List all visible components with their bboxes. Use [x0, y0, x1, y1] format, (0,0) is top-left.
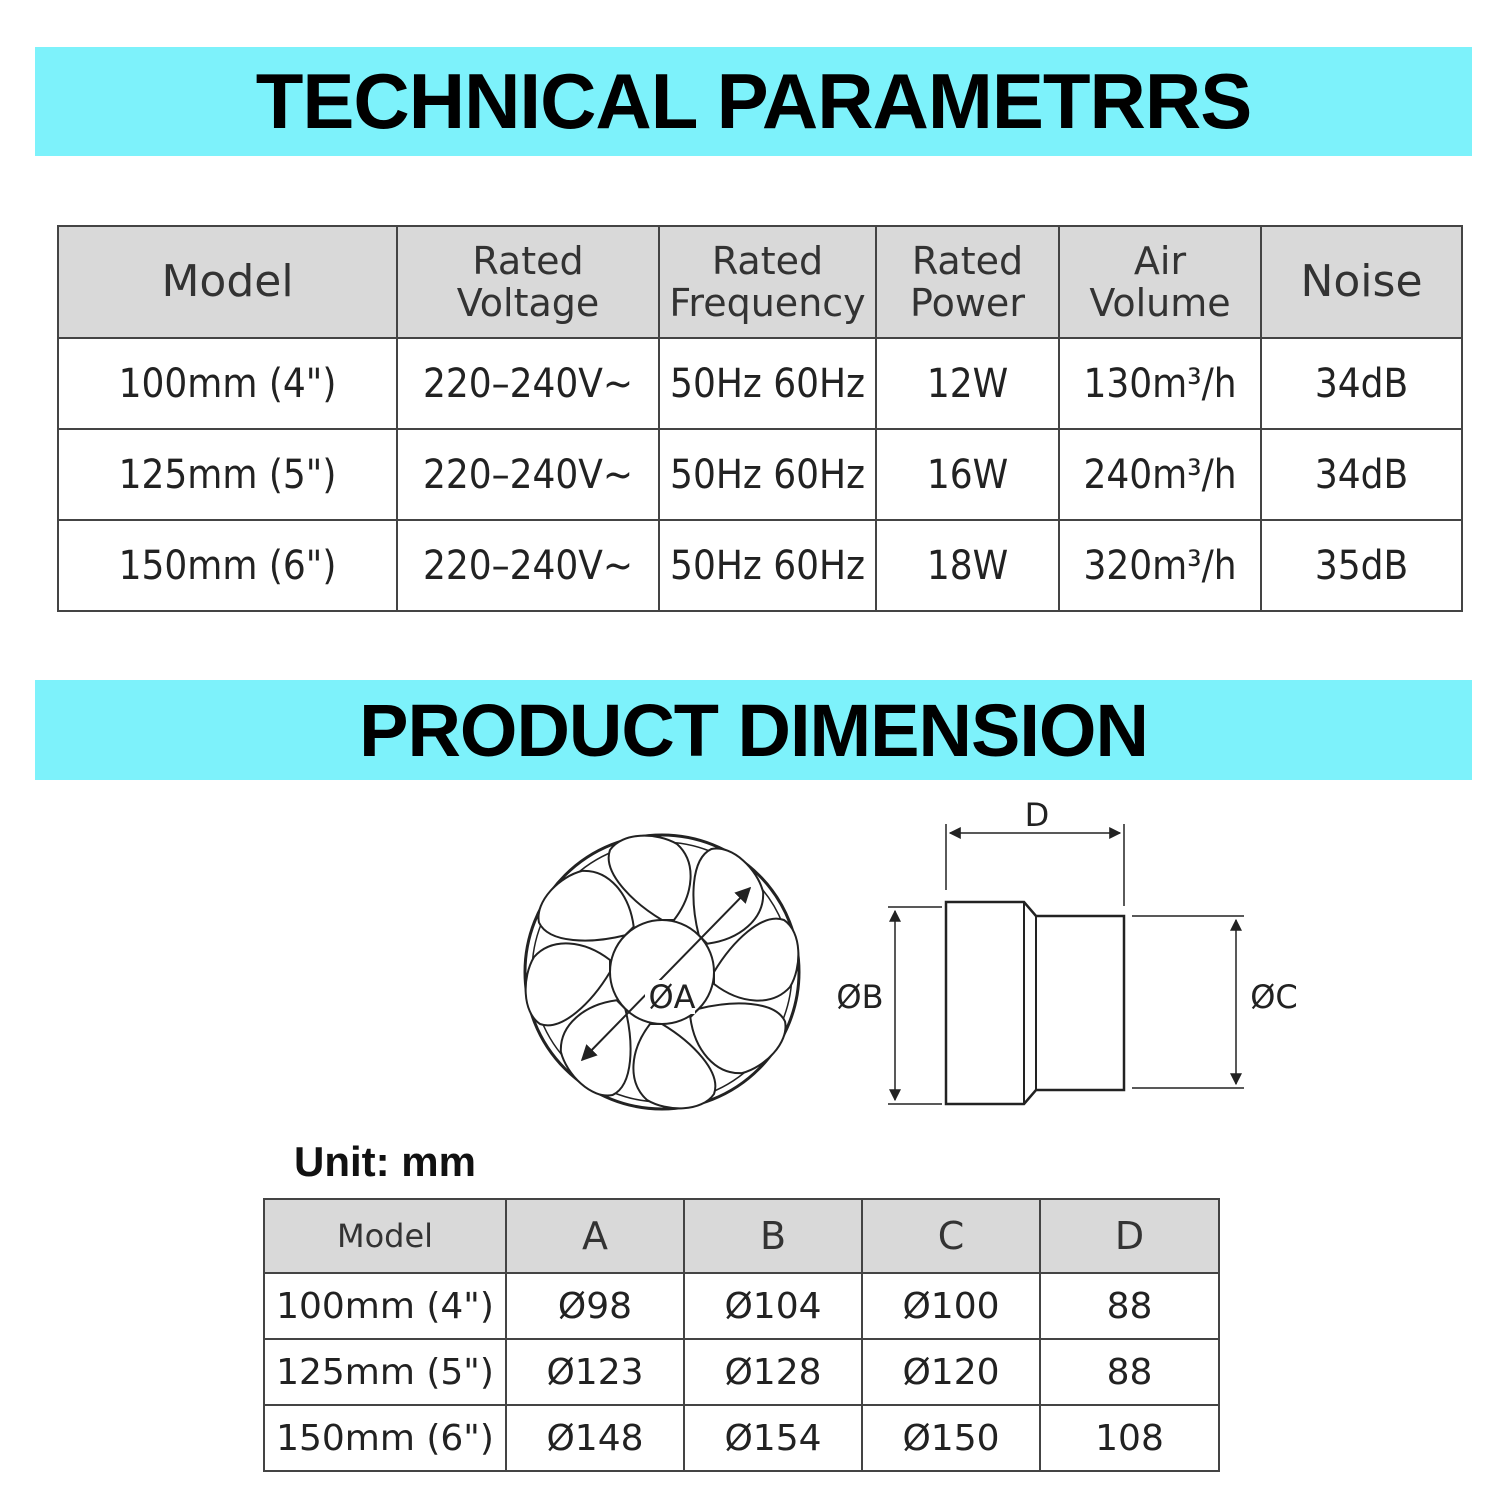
cell-c: Ø100 [862, 1273, 1040, 1339]
cell-a: Ø98 [506, 1273, 684, 1339]
cell-model: 150mm (6") [264, 1405, 506, 1471]
table-header-row [58, 226, 1462, 338]
cell-voltage: 220–240V~ [397, 520, 659, 611]
fan-side-view [836, 796, 1297, 1104]
cell-frequency: 50Hz 60Hz [659, 520, 876, 611]
cell-model: 125mm (5") [264, 1339, 506, 1405]
product-dimension-title: PRODUCT DIMENSION [359, 688, 1148, 772]
table-row [264, 1405, 1219, 1471]
header-rated-voltage: Rated Voltage [397, 226, 659, 338]
product-dimension-banner [35, 680, 1472, 780]
cell-power: 16W [876, 429, 1059, 520]
header-rated-frequency: Rated Frequency [659, 226, 876, 338]
cell-noise: 34dB [1261, 429, 1462, 520]
cell-model: 150mm (6") [58, 520, 397, 611]
technical-parameters-banner [35, 47, 1472, 156]
cell-a: Ø123 [506, 1339, 684, 1405]
diagram-label-a: ØA [648, 978, 696, 1016]
cell-model: 125mm (5") [58, 429, 397, 520]
cell-voltage: 220–240V~ [397, 429, 659, 520]
cell-power: 18W [876, 520, 1059, 611]
diagram-label-c: ØC [1250, 978, 1298, 1016]
header-rated-power: Rated Power [876, 226, 1059, 338]
header-model: Model [264, 1199, 506, 1273]
table-row [264, 1339, 1219, 1405]
cell-power: 12W [876, 338, 1059, 429]
header-model: Model [58, 226, 397, 338]
dimension-table [263, 1198, 1220, 1472]
table-row [58, 429, 1462, 520]
header-c: C [862, 1199, 1040, 1273]
cell-noise: 34dB [1261, 338, 1462, 429]
header-noise: Noise [1261, 226, 1462, 338]
header-b: B [684, 1199, 862, 1273]
cell-voltage: 220–240V~ [397, 338, 659, 429]
header-a: A [506, 1199, 684, 1273]
cell-d: 108 [1040, 1405, 1219, 1471]
cell-model: 100mm (4") [264, 1273, 506, 1339]
table-row [58, 338, 1462, 429]
technical-parameters-title: TECHNICAL PARAMETRRS [255, 57, 1252, 145]
table-header-row [264, 1199, 1219, 1273]
cell-air-volume: 240m³/h [1059, 429, 1261, 520]
cell-model: 100mm (4") [58, 338, 397, 429]
table-row [58, 520, 1462, 611]
header-d: D [1040, 1199, 1219, 1273]
unit-label: Unit: mm [294, 1138, 476, 1185]
fan-dimension-diagram [500, 790, 1320, 1140]
cell-noise: 35dB [1261, 520, 1462, 611]
diagram-label-d: D [1024, 796, 1050, 834]
fan-front-view [525, 835, 799, 1109]
cell-frequency: 50Hz 60Hz [659, 338, 876, 429]
header-air-volume: Air Volume [1059, 226, 1261, 338]
cell-b: Ø154 [684, 1405, 862, 1471]
table-row [264, 1273, 1219, 1339]
cell-air-volume: 320m³/h [1059, 520, 1261, 611]
cell-c: Ø120 [862, 1339, 1040, 1405]
cell-d: 88 [1040, 1273, 1219, 1339]
cell-air-volume: 130m³/h [1059, 338, 1261, 429]
diagram-label-b: ØB [836, 978, 884, 1016]
cell-b: Ø128 [684, 1339, 862, 1405]
cell-frequency: 50Hz 60Hz [659, 429, 876, 520]
cell-b: Ø104 [684, 1273, 862, 1339]
technical-parameters-table [57, 225, 1463, 612]
cell-a: Ø148 [506, 1405, 684, 1471]
cell-c: Ø150 [862, 1405, 1040, 1471]
cell-d: 88 [1040, 1339, 1219, 1405]
